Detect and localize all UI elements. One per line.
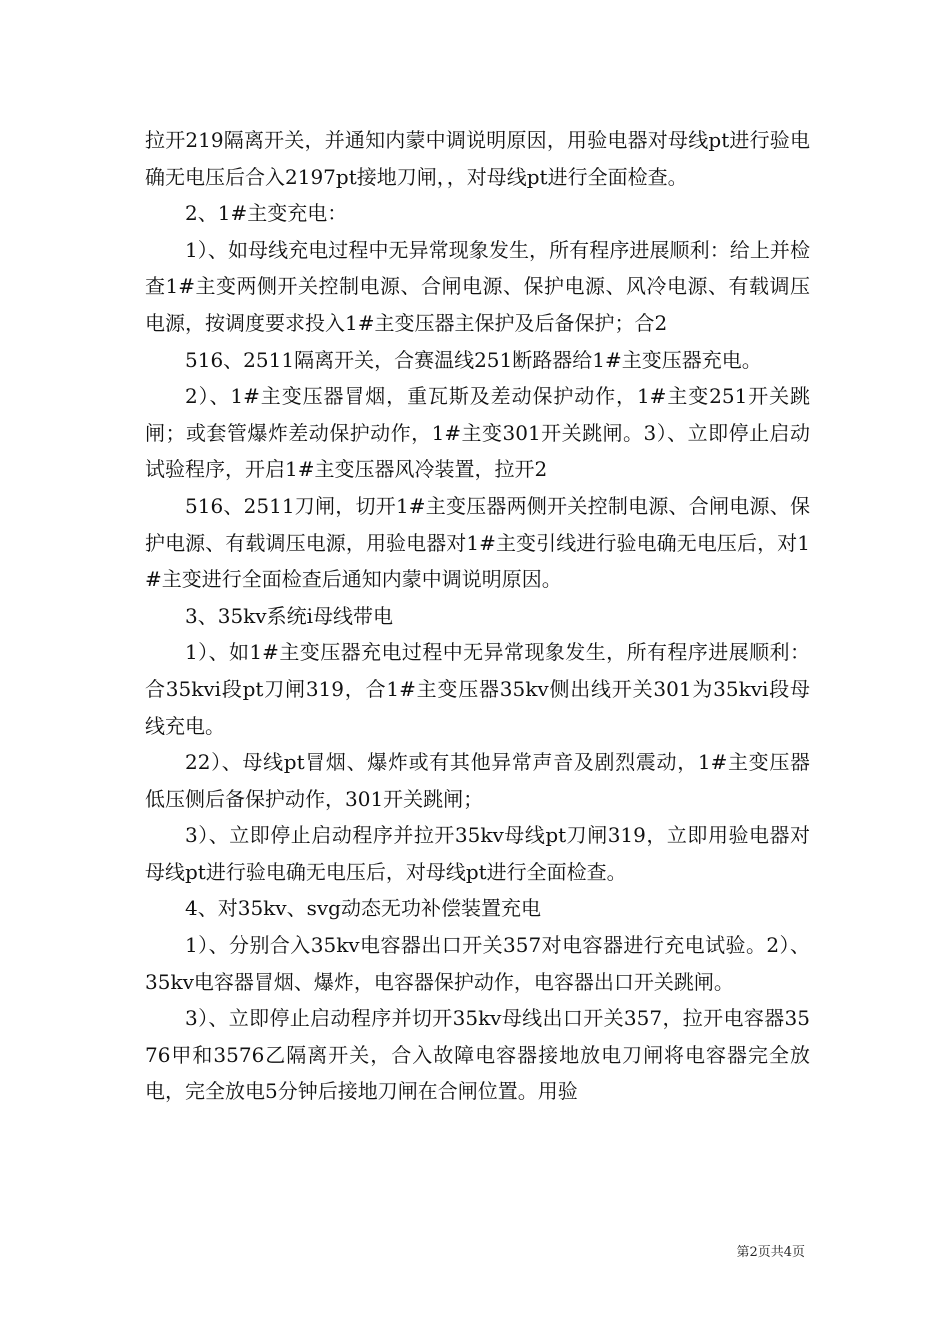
heading-35kv-bus: 3、35kv系统i母线带电 bbox=[185, 603, 393, 628]
heading-svg-charging: 4、对35kv、svg动态无功补偿装置充电 bbox=[185, 896, 541, 921]
paragraph-1: 拉开219隔离开关，并通知内蒙中调说明原因，用验电器对母线pt进行验电确无电压后合入2197pt接地刀闸，，对母线pt进行全面检查。 bbox=[145, 128, 810, 189]
page-number: 第2页共4页 bbox=[736, 1245, 805, 1260]
paragraph-3: 1）、如母线充电过程中无异常现象发生，所有程序进展顺利：给上并检查1#主变两侧开关控制电源、合闸电源、保护电源、风冷电源、有载调压电源，按调度要求投入1#主变压器主保护及后备保护；合2 bbox=[145, 237, 810, 335]
paragraph-4: 516、2511隔离开关，合赛温线251断路器给1#主变压器充电。 bbox=[185, 347, 762, 372]
heading-transformer-charging: 2、1#主变充电： bbox=[185, 201, 348, 226]
paragraph-6: 516、2511刀闸，切开1#主变压器两侧开关控制电源、合闸电源、保护电源、有载调压电源，用验电器对1#主变引线进行验电确无电压后，对1#主变进行全面检查后通知内蒙中调说明原因。 bbox=[145, 493, 810, 592]
paragraph-5: 2）、1#主变压器冒烟，重瓦斯及差动保护动作，1#主变251开关跳闸；或套管爆炸差动保护动作，1#主变301开关跳闸。3）、立即停止启动试验程序，开启1#主变压器风冷装置，拉开2 bbox=[145, 384, 810, 482]
paragraph-8: 1）、如1#主变压器充电过程中无异常现象发生，所有程序进展顺利：合35kvi段pt刀闸319，合1#主变压器35kv侧出线开关301为35kvi段母线充电。 bbox=[145, 640, 810, 738]
paragraph-9: 22）、母线pt冒烟、爆炸或有其他异常声音及剧烈震动，1#主变压器低压侧后备保护动作，301开关跳闸； bbox=[145, 750, 810, 811]
paragraph-13: 3）、立即停止启动程序并切开35kv母线出口开关357，拉开电容器3576甲和3576乙隔离开关，合入故障电容器接地放电刀闸将电容器完全放电，完全放电5分钟后接地刀闸在合闸位置。用验 bbox=[145, 1006, 810, 1104]
document-body bbox=[145, 122, 810, 1110]
paragraph-12: 1）、分别合入35kv电容器出口开关357对电容器进行充电试验。2）、35kv电容器冒烟、爆炸，电容器保护动作，电容器出口开关跳闸。 bbox=[145, 933, 810, 994]
paragraph-10: 3）、立即停止启动程序并拉开35kv母线pt刀闸319，立即用验电器对母线pt进行验电确无电压后，对母线pt进行全面检查。 bbox=[145, 823, 810, 884]
